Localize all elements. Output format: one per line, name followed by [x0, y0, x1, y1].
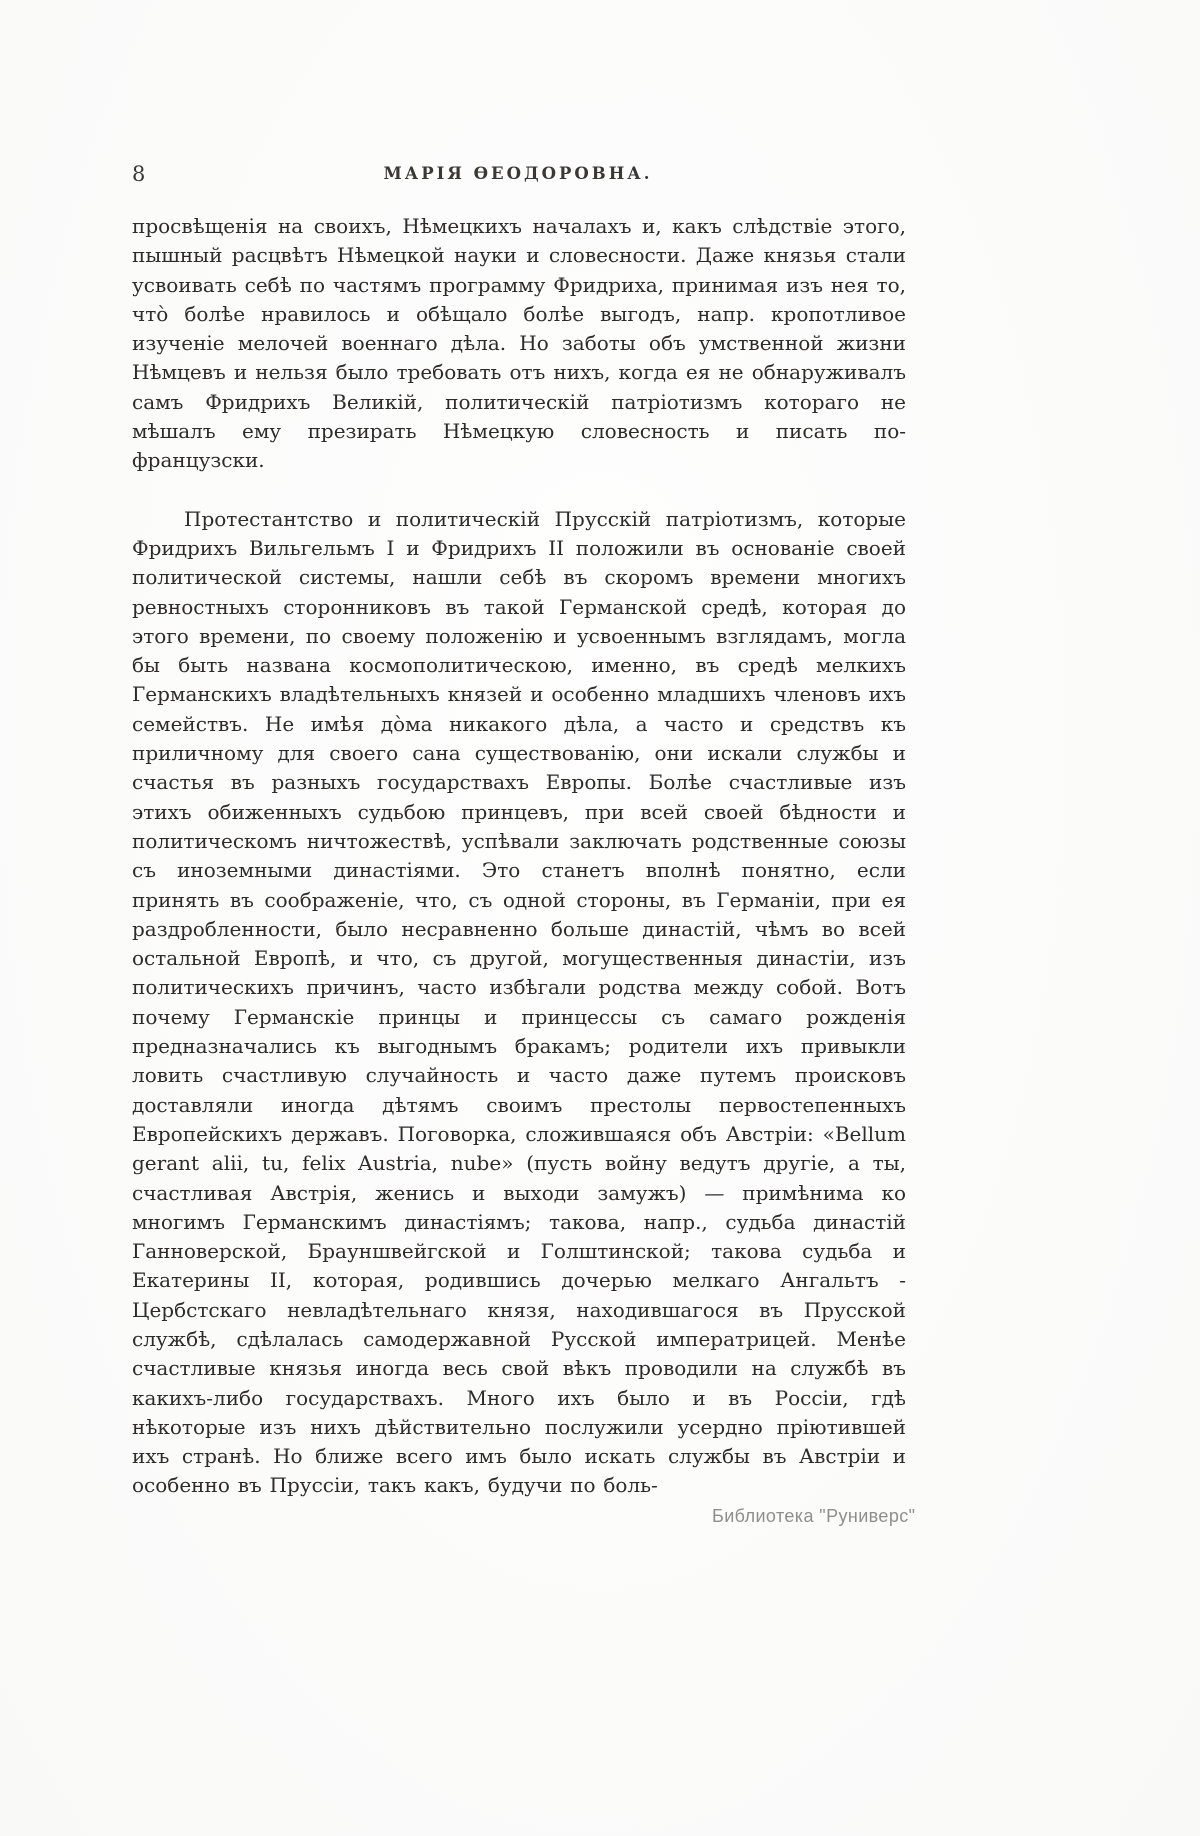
- running-title: МАРІЯ ѲЕОДОРОВНА.: [383, 164, 653, 183]
- library-watermark: Библиотека "Руниверс": [712, 1506, 916, 1526]
- page-header: [132, 160, 904, 190]
- paragraph: просвѣщенія на своихъ, Нѣмецкихъ началахъ и, какъ слѣдствіе этого, пышный расцвѣтъ Нѣмецкой науки и словесности. Даже князья стали усвоивать себѣ по частямъ программу Фридриха, принимая изъ нея то, чтò болѣе нравилось и обѣщало болѣе выгодъ, напр. кропотливое изученіе мелочей военнаго дѣла. Но заботы объ умственной жизни Нѣмцевъ и нельзя было требовать отъ нихъ, когда ея не обнаруживалъ самъ Фридрихъ Великій, политическій патріотизмъ котораго не мѣшалъ ему презирать Нѣмецкую словесность и писать по-французски.: [132, 214, 906, 473]
- page-number: 8: [132, 162, 146, 186]
- paragraph: Протестантство и политическій Прусскій патріотизмъ, которые Фридрихъ Вильгельмъ I и Фридрихъ II положили въ основаніе своей политической системы, нашли себѣ въ скоромъ времени многихъ ревностныхъ сторонниковъ въ такой Германской средѣ, которая до этого времени, по своему положенію и усвоеннымъ взглядамъ, могла бы быть названа космополитическою, именно, въ средѣ мелкихъ Германскихъ владѣтельныхъ князей и особенно младшихъ членовъ ихъ семействъ. Не имѣя дòма никакого дѣла, а часто и средствъ къ приличному для своего сана существованію, они искали службы и счастья въ разныхъ государствахъ Европы. Болѣе счастливые изъ этихъ обиженныхъ судьбою принцевъ, при всей своей бѣдности и политическомъ ничтожествѣ, успѣвали заключать родственные союзы съ иноземными династіями. Это станетъ вполнѣ понятно, если принять въ соображеніе, что, съ одной стороны, въ Германіи, при ея раздробленности, было несравненно больше династій, чѣмъ во всей остальной Европѣ, и что, съ другой, могущественныя династіи, изъ политическихъ причинъ, часто избѣгали родства между собой. Вотъ почему Германскіе принцы и принцессы съ самаго рожденія предназначались къ выгоднымъ бракамъ; родители ихъ привыкли ловить счастливую случайность и часто даже путемъ происковъ доставляли иногда дѣтямъ своимъ престолы первостепенныхъ Европейскихъ державъ. Поговорка, сложившаяся объ Австріи: «Bellum gerant alii, tu, felix Austria, nube» (пусть войну ведутъ другіе, а ты, счастливая Австрія, женись и выходи замужъ) — примѣнима ко многимъ Германскимъ династіямъ; такова, напр., судьба династій Ганноверской, Брауншвейгской и Голштинской; такова судьба и Екатерины II, которая, родившись дочерью мелкаго Ангальтъ - Цербстскаго невладѣтельнаго князя, находившагося въ Прусской службѣ, сдѣлалась самодержавной Русской императрицей. Менѣе счастливые князья иногда весь свой вѣкъ проводили на службѣ въ какихъ-либо государствахъ. Много ихъ было и въ Россіи, гдѣ нѣкоторые изъ нихъ дѣйствительно послужили усердно пріютившей ихъ странѣ. Но ближе всего имъ было искать службы въ Австріи и особенно въ Пруссіи, такъ какъ, будучи по боль-: [132, 506, 906, 1498]
- page-body: [132, 212, 906, 1501]
